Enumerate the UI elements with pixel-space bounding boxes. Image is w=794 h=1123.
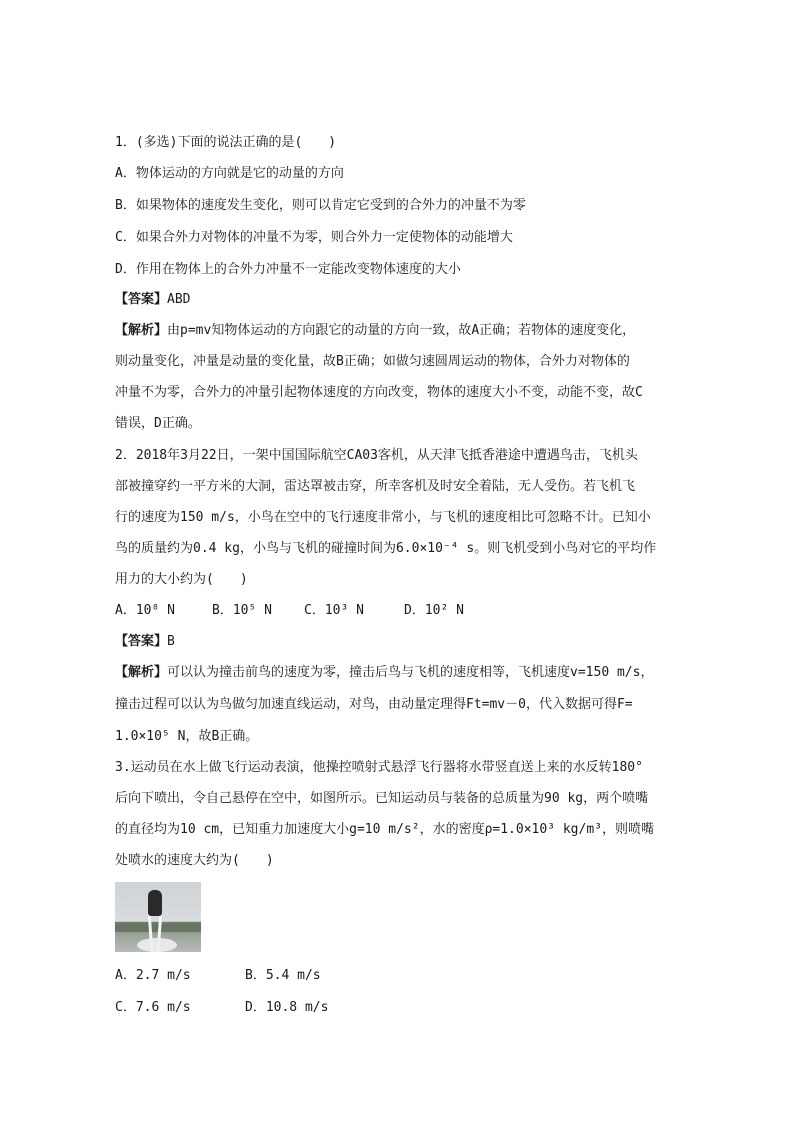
q3-options-row-2 <box>115 998 328 1018</box>
q3-stem-line-4: 处喷水的速度大约为( ) <box>115 853 274 868</box>
q2-stem-line-2: 部被撞穿约一平方米的大洞，雷达罩被击穿，所幸客机及时安全着陆，无人受伤。若飞机飞 <box>115 479 636 494</box>
q1-option-b: B．如果物体的速度发生变化，则可以肯定它受到的合外力的冲量不为零 <box>115 198 526 213</box>
q2-stem-line-5: 用力的大小约为( ) <box>115 572 248 587</box>
q1-option-a: A．物体运动的方向就是它的动量的方向 <box>115 166 344 181</box>
q2-option-b: B．10⁵ N <box>212 603 272 618</box>
q3-option-a: A．2.7 m/s <box>115 968 191 983</box>
q1-answer-tag: 【答案】 <box>115 292 168 307</box>
q2-stem-line-4: 鸟的质量约为0.4 kg，小鸟与飞机的碰撞时间为6.0×10⁻⁴ s。则飞机受到小鸟对它的平均作 <box>115 541 657 556</box>
q1-stem: 1．(多选)下面的说法正确的是( ) <box>115 135 337 150</box>
q2-analysis-row <box>115 663 653 683</box>
q3-option-b: B．5.4 m/s <box>245 968 321 983</box>
q2-analysis-tag: 【解析】 <box>115 665 168 680</box>
q3-stem-line-3: 的直径均为10 cm，已知重力加速度大小g=10 m/s²，水的密度ρ=1.0×10³ kg/m³，则喷嘴 <box>115 822 654 837</box>
q3-stem-line-2: 后向下喷出，令自己悬停在空中，如图所示。已知运动员与装备的总质量为90 kg，两个喷嘴 <box>115 791 649 806</box>
q1-analysis-line-4: 错误，D正确。 <box>115 416 201 431</box>
q2-option-a: A．10⁸ N <box>115 603 175 618</box>
q1-answer-row <box>115 290 191 310</box>
q2-analysis-line-2: 撞击过程可以认为鸟做匀加速直线运动，对鸟，由动量定理得Ft=mv－0，代入数据可得F= <box>115 697 633 712</box>
q3-stem-line-1: 3.运动员在水上做飞行运动表演，他操控喷射式悬浮飞行器将水带竖直送上来的水反转180° <box>115 760 643 775</box>
q2-options-row <box>115 601 464 621</box>
q3-options-row-1 <box>115 966 321 986</box>
q1-analysis-row <box>115 321 635 341</box>
photo-athlete <box>148 890 162 916</box>
q1-analysis-line-1: 由p=mv知物体运动的方向跟它的动量的方向一致，故A正确；若物体的速度变化， <box>167 323 636 338</box>
q1-answer: ABD <box>167 292 191 307</box>
q3-option-d: D．10.8 m/s <box>245 1000 329 1015</box>
q1-analysis-tag: 【解析】 <box>115 323 168 338</box>
q2-analysis-line-3: 1.0×10⁵ N，故B正确。 <box>115 729 259 744</box>
q2-answer-row <box>115 632 175 652</box>
q2-answer: B <box>167 634 175 649</box>
photo-water-spray <box>137 938 177 952</box>
q2-option-c: C．10³ N <box>304 603 364 618</box>
q1-option-c: C．如果合外力对物体的冲量不为零，则合外力一定使物体的动能增大 <box>115 230 513 245</box>
q3-option-c: C．7.6 m/s <box>115 1000 191 1015</box>
jetpack-photo <box>115 882 201 952</box>
q2-stem-line-3: 行的速度为150 m/s，小鸟在空中的飞行速度非常小，与飞机的速度相比可忽略不计。已知小 <box>115 510 651 525</box>
q2-answer-tag: 【答案】 <box>115 634 168 649</box>
q1-option-d: D．作用在物体上的合外力冲量不一定能改变物体速度的大小 <box>115 262 461 277</box>
q2-option-d: D．10² N <box>404 603 464 618</box>
q2-stem-line-1: 2．2018年3月22日，一架中国国际航空CA03客机，从天津飞抵香港途中遭遇鸟击，飞机头 <box>115 448 638 463</box>
q2-analysis-line-1: 可以认为撞击前鸟的速度为零，撞击后鸟与飞机的速度相等，飞机速度v=150 m/s， <box>167 665 654 680</box>
q1-analysis-line-2: 则动量变化，冲量是动量的变化量，故B正确；如做匀速圆周运动的物体，合外力对物体的 <box>115 354 630 369</box>
q1-analysis-line-3: 冲量不为零，合外力的冲量引起物体速度的方向改变，物体的速度大小不变，动能不变，故C <box>115 385 643 400</box>
